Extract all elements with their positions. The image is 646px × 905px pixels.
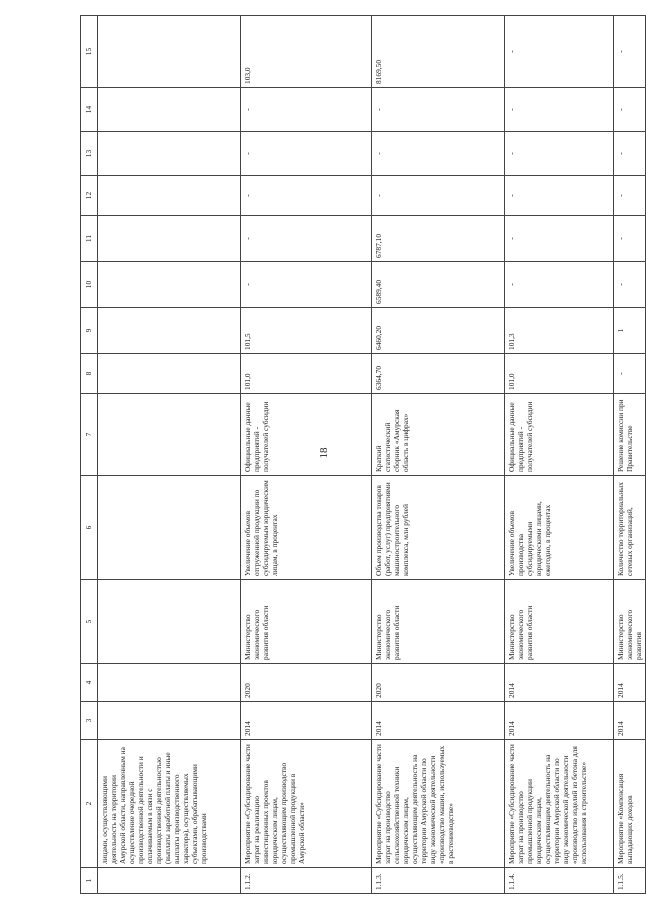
value-cell: - bbox=[614, 132, 646, 176]
value-cell: - bbox=[241, 262, 372, 308]
measure-name-cell: Мероприятие «Субсидирование части затрат на производство промышленной продукции юридическим лицам, осуществляющим деятельность на территории Амурской области по виду экономической деятельности «производство изделий из бетона для использования в строительстве» bbox=[505, 740, 614, 868]
table-cell bbox=[98, 354, 241, 394]
value-cell: - bbox=[614, 216, 646, 262]
indicator-cell: Объем производства товаров (работ, услуг) предприятиями машиностроительного комплекса, млн рублей bbox=[372, 476, 505, 580]
source-cell: Официальные данные предприятий - получателей субсидии bbox=[241, 394, 372, 476]
value-cell: - bbox=[241, 176, 372, 216]
value-cell: 6460,20 bbox=[372, 308, 505, 354]
value-cell: 101,5 bbox=[241, 308, 372, 354]
row-number-cell: 1.1.5. bbox=[614, 868, 646, 894]
measure-name-cell: Мероприятие «Компенсация выпадающих доходов bbox=[614, 740, 646, 868]
table-cell bbox=[98, 262, 241, 308]
value-cell: - bbox=[241, 132, 372, 176]
value-cell: - bbox=[505, 132, 614, 176]
value-cell: 6787,10 bbox=[372, 216, 505, 262]
source-cell: Краткий статистический сборник «Амурская область в цифрах» bbox=[372, 394, 505, 476]
header-cell: 9 bbox=[81, 308, 98, 354]
program-measures-table bbox=[80, 15, 646, 894]
value-cell: - bbox=[241, 88, 372, 132]
table-cell bbox=[98, 88, 241, 132]
header-row bbox=[81, 16, 98, 894]
table-cell bbox=[98, 176, 241, 216]
table-row bbox=[241, 16, 372, 894]
value-cell: 6589,40 bbox=[372, 262, 505, 308]
table-cell bbox=[98, 664, 241, 702]
value-cell: - bbox=[372, 132, 505, 176]
header-cell: 5 bbox=[81, 580, 98, 664]
header-cell: 15 bbox=[81, 16, 98, 88]
header-cell: 2 bbox=[81, 740, 98, 868]
measure-name-cell: Мероприятие «Субсидирование части затрат на производство сельскохозяйственной техники юридическим лицам, осуществляющим деятельность на территории Амурской области по виду экономической деятельности «производство машин, используемых в растениеводстве» bbox=[372, 740, 505, 868]
value-cell: 101,0 bbox=[241, 354, 372, 394]
header-cell: 11 bbox=[81, 216, 98, 262]
value-cell: 103,0 bbox=[241, 16, 372, 88]
value-cell: - bbox=[505, 16, 614, 88]
row-number-cell: 1.1.2. bbox=[241, 868, 372, 894]
table-cell bbox=[98, 476, 241, 580]
table-cell bbox=[98, 216, 241, 262]
executor-cell: Министерство экономического развития области bbox=[372, 580, 505, 664]
indicator-cell: Увеличение объемов производства субсидируемыми юридическими лицами, ежегодно, в процентах bbox=[505, 476, 614, 580]
value-cell: - bbox=[614, 262, 646, 308]
source-cell: Официальные данные предприятий - получателей субсидии bbox=[505, 394, 614, 476]
start-year-cell: 2014 bbox=[241, 702, 372, 740]
indicator-cell: Количество территориальных сетевых организаций, bbox=[614, 476, 646, 580]
value-cell: - bbox=[614, 176, 646, 216]
header-cell: 6 bbox=[81, 476, 98, 580]
header-cell: 3 bbox=[81, 702, 98, 740]
value-cell: - bbox=[372, 88, 505, 132]
start-year-cell: 2014 bbox=[505, 702, 614, 740]
header-cell: 10 bbox=[81, 262, 98, 308]
value-cell: - bbox=[505, 262, 614, 308]
value-cell: 8169,50 bbox=[372, 16, 505, 88]
header-cell: 8 bbox=[81, 354, 98, 394]
value-cell: 6364,70 bbox=[372, 354, 505, 394]
start-year-cell: 2014 bbox=[372, 702, 505, 740]
measure-name-cell: Мероприятие «Субсидирование части затрат на реализацию инвестиционных проектов юридическим лицам, осуществляющим производство промышленной продукции в Амурской области» bbox=[241, 740, 372, 868]
value-cell: - bbox=[505, 216, 614, 262]
end-year-cell: 2014 bbox=[614, 664, 646, 702]
header-cell: 12 bbox=[81, 176, 98, 216]
start-year-cell: 2014 bbox=[614, 702, 646, 740]
table-row bbox=[505, 16, 614, 894]
header-cell: 7 bbox=[81, 394, 98, 476]
rotated-table-wrapper bbox=[80, 16, 644, 894]
value-cell: - bbox=[505, 88, 614, 132]
value-cell: - bbox=[505, 176, 614, 216]
value-cell: - bbox=[614, 88, 646, 132]
table-cell bbox=[98, 580, 241, 664]
table-row bbox=[98, 16, 241, 894]
table-cell bbox=[98, 308, 241, 354]
header-cell: 14 bbox=[81, 88, 98, 132]
end-year-cell: 2020 bbox=[241, 664, 372, 702]
header-cell: 4 bbox=[81, 664, 98, 702]
table-cell: лицами, осуществляющими деятельность на территории Амурской области, направленным на осуществление очередной производственной деятельности и оплачиваемым в связи с производственной деятельностью (выплаты заработной платы и иные выплаты производственного характера), осуществляемых субъектами, обрабатывающими производствами bbox=[98, 740, 241, 868]
value-cell: 101,3 bbox=[505, 308, 614, 354]
value-cell: - bbox=[241, 216, 372, 262]
executor-cell: Министерство экономического развития bbox=[614, 580, 646, 664]
executor-cell: Министерство экономического развития области bbox=[241, 580, 372, 664]
header-cell: 1 bbox=[81, 868, 98, 894]
source-cell: Решение комиссии при Правительстве bbox=[614, 394, 646, 476]
page-number: 18 bbox=[318, 447, 330, 459]
table-cell bbox=[98, 868, 241, 894]
table-cell bbox=[98, 16, 241, 88]
header-cell: 13 bbox=[81, 132, 98, 176]
executor-cell: Министерство экономического развития области bbox=[505, 580, 614, 664]
indicator-cell: Увеличение объемов отгруженной продукции по субсидируемым юридическим лицам, в процентах bbox=[241, 476, 372, 580]
end-year-cell: 2020 bbox=[372, 664, 505, 702]
table-row bbox=[372, 16, 505, 894]
value-cell: - bbox=[614, 16, 646, 88]
table-cell bbox=[98, 394, 241, 476]
row-number-cell: 1.1.3. bbox=[372, 868, 505, 894]
row-number-cell: 1.1.4. bbox=[505, 868, 614, 894]
value-cell: - bbox=[614, 354, 646, 394]
table-cell bbox=[98, 702, 241, 740]
value-cell: 101,0 bbox=[505, 354, 614, 394]
table-cell bbox=[98, 132, 241, 176]
value-cell: - bbox=[372, 176, 505, 216]
table-row bbox=[614, 16, 646, 894]
value-cell: 1 bbox=[614, 308, 646, 354]
end-year-cell: 2014 bbox=[505, 664, 614, 702]
